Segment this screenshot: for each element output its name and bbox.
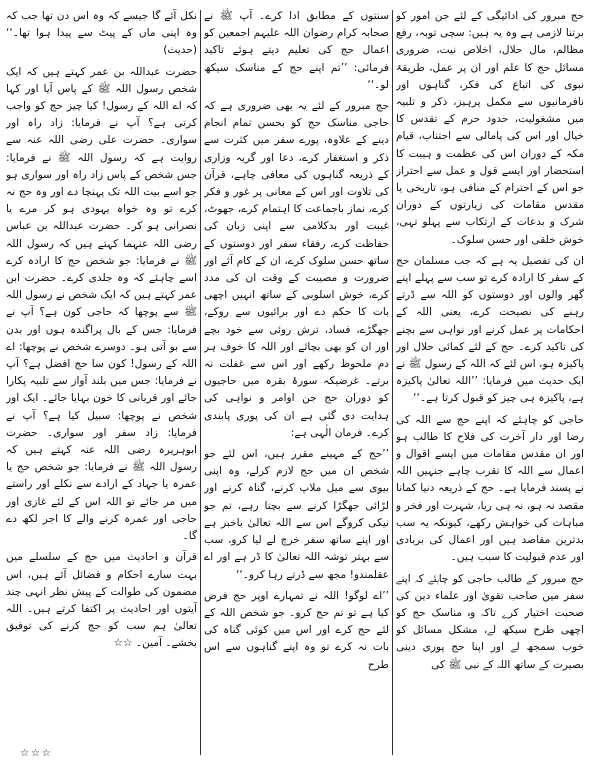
- paragraph: حضرت عبداللہ بن عمر کہتے ہیں کہ ایک شخص رسول اللہ ﷺ کے پاس آیا اور کہا کہ اے اللہ کے رسول! کیا چیز حج کو واجب کرتی ہے؟ آپ نے فرمایا: زاد راہ اور سواری۔ حضرت علی رضی اللہ عنہ سے روایت ہے کہ رسول اللہ ﷺ نے فرمایا: جس شخص کے پاس زاد راہ اور سواری ہو جو اسے بیت اللہ تک پہنچا دے اور وہ حج نہ کرے تو وہ خواہ یہودی ہو کر مرے یا نصرانی ہو کر۔ حضرت عبداللہ بن عباس رضی اللہ عنہما کہتے ہیں کہ رسول اللہ ﷺ نے فرمایا: جو شخص حج کا ارادہ کرے اسے چاہئے کہ وہ جلدی کرے۔ حضرت ابن عمر کہتے ہیں کہ ایک شخص نے رسول اللہ ﷺ سے پوچھا کہ حاجی کون ہے؟ آپ نے فرمایا: جس کے بال پراگندہ ہوں اور بدن سے بو آتی ہو۔ دوسرے شخص نے پوچھا: اے اللہ کے رسول! کون سا حج افضل ہے؟ آپ نے فرمایا: جس میں بلند آواز سے تلبیہ پکارا جائے اور قربانی کا خون بہایا جائے۔ ایک اور شخص نے پوچھا: سبیل کیا ہے؟ آپ نے فرمایا: زاد سفر اور سواری۔ حضرت ابوہریرہ رضی اللہ عنہ کہتے ہیں کہ رسول اللہ ﷺ نے فرمایا: جو شخص حج یا عمرہ یا جہاد کے ارادے سے نکلے اور راستے میں مر جائے تو اللہ اس کے لئے غازی اور حاجی اور عمرہ کرنے والے کا اجر لکھ دے گا۔: [6, 65, 197, 543]
- paragraph: سنتوں کے مطابق ادا کرے۔ آپ ﷺ نے صحابہ کرام رضوان اللہ علیہم اجمعین کو اعمال حج کی تعلیم دیتے ہوئے تاکید فرمائی: ’’تم اپنے حج کے مناسک سیکھ لو۔‘‘: [204, 10, 389, 91]
- footer-stars: ☆☆☆: [20, 748, 53, 759]
- column-divider: [392, 10, 393, 755]
- paragraph: قرآن و احادیث میں حج کے سلسلے میں بہت سارے احکام و فضائل آئے ہیں، اس مضمون کی طوالت کے پیش نظر انہی چند آیتوں اور احادیث پر اکتفا کرتے ہیں۔ اللہ تعالیٰ ہم سب کو حج کرنے کی توفیق بخشے۔ آمین۔ ☆☆: [6, 551, 197, 650]
- paragraph: ’’اے لوگو! اللہ نے تمہارے اوپر حج فرض کیا ہے تو تم حج کرو۔ جو شخص اللہ کے لئے حج کرے اور اس میں کوئی گناہ کی بات نہ کرے تو وہ اپنے گناہوں سے اس طرح: [204, 589, 389, 671]
- quote-paragraph: ’’حج کے مہینے مقرر ہیں، اس لئے جو شخص ان میں حج لازم کرلے، وہ اپنی بیوی سے میل ملاپ کرنے، گناہ کرنے اور لڑائی جھگڑا کرنے سے بچتا رہے، تم جو نیکی کروگے اس سے اللہ تعالیٰ باخبر ہے اور اپنے ساتھ سفر خرچ لے لیا کرو، سب سے بہتر توشہ اللہ تعالیٰ کا ڈر ہے اور اے عقلمندو! مجھ سے ڈرتے رہا کرو۔‘‘: [204, 448, 389, 581]
- paragraph: حج مبرور کے لئے یہ بھی ضروری ہے کہ حاجی مناسک حج کو بحسن تمام انجام دینے کے علاوہ، پورے سفر میں کثرت سے ذکر و استغفار کرے، دعا اور گریہ وزاری کے ذریعہ گناہوں کی معافی چاہے، قرآن کی تلاوت اور اس کے معانی پر غور و فکر کرے، نماز باجماعت کا اہتمام کرے، جھوٹ، غیبت اور بدکلامی سے اپنی زبان کی حفاظت کرے، رفقاء سفر اور دوستوں کے ساتھ حسن سلوک کرے، ان کے کام آئے اور ضرورت و مصیبت کے وقت ان کی مدد کرے، خوش اسلوبی کے ساتھ انہیں اچھی بات کا حکم دے اور برائیوں سے روکے، جھگڑے، فساد، ترش روئی سے خود بچے اور ان کو بھی بچائے اور اللہ کا خوف ہر دم ملحوظ رکھے اور اس سے غفلت نہ برتے۔ غرضیکہ سورۂ بقرہ میں حاجیوں کو دوران حج جن اوامر و نواہی کی ہدایت دی گئی ہے ان کی پوری پابندی کرے۔ فرمان الٰہی ہے:: [204, 100, 389, 439]
- column-divider: [200, 10, 201, 755]
- paragraph: حج مبرور کے طالب حاجی کو چاہئے کہ اپنے سفر میں صاحب تقویٰ اور علماء دین کی صحبت اختیار کرے تاکہ وہ مناسک حج کو اچھی طرح سیکھ لے، مشکل مسائل کو خوب سمجھ لے اور اپنا حج پوری دینی بصیرت کے ساتھ اللہ کے نبی ﷺ کی: [396, 572, 584, 671]
- paragraph: ان کی تفصیل یہ ہے کہ جب مسلمان حج کے سفر کا ارادہ کرے تو سب سے پہلے اپنے گھر والوں اور دوستوں کو اللہ سے ڈرتے رہنے کی نصیحت کرے، یعنی اللہ کے احکامات پر عمل کرنے اور نواہی سے بچنے کی تاکید کرے۔ حج کے لئے کمائی حلال اور پاکیزہ ہو، اس لئے کہ اللہ کے رسول ﷺ نے ایک حدیث میں فرمایا: ’’اللہ تعالیٰ پاکیزہ ہے، پاکیزہ ہی چیز کو قبول کرتا ہے۔‘‘: [396, 254, 584, 405]
- column-middle: [204, 8, 389, 760]
- paragraph: نکل آئے گا جیسے کہ وہ اس دن تھا جب کہ وہ اپنی ماں کے پیٹ سے پیدا ہوا تھا۔‘‘ (حدیث): [6, 10, 197, 57]
- paragraph: حج مبرور کی ادائیگی کے لئے جن امور کو برتنا لازمی ہے وہ یہ ہیں: سچی توبہ، رفع مظالم، مال حلال، اخلاص نیت، ضروری مسائل حج کا علم اور ان پر عمل، طریقۂ نبوی کی اتباع کی فکر، گناہوں اور نافرمانیوں سے مکمل پرہیز، ذکر و تلبیہ میں مشغولیت، حدود حرم کے تقدس کا خیال اور اس کی پامالی سے اجتناب، قیام مکہ کے دوران اس کی عظمت و ہیبت کا استحضار اور ایسے قول و عمل سے احتراز جو اس کے احترام کے منافی ہو، تاریخی یا مقدس مقامات کی زیارتوں کے دوران شرک و بدعات کے ارتکاب سے پہلو تہی، خوش خلقی اور حسن سلوک۔: [396, 10, 584, 246]
- column-left: [6, 8, 197, 760]
- paragraph: حاجی کو چاہئے کہ اپنے حج سے اللہ کی رضا اور دار آخرت کی فلاح کا طالب ہو اور ان مقدس مقامات میں ایسے اقوال و اعمال سے اللہ کا تقرب چاہے جنہیں اللہ نے پسند فرمایا ہے۔ حج کے ذریعہ دنیا کمانا مقصد نہ ہو، نہ ہی ریا، شہرت اور فخر و مباہات کی خواہش رکھے، کیونکہ یہ سب بدترین مقاصد ہیں اور اعمال کی بربادی اور عدم قبولیت کا سبب ہیں۔: [396, 413, 584, 564]
- column-right: [396, 8, 584, 760]
